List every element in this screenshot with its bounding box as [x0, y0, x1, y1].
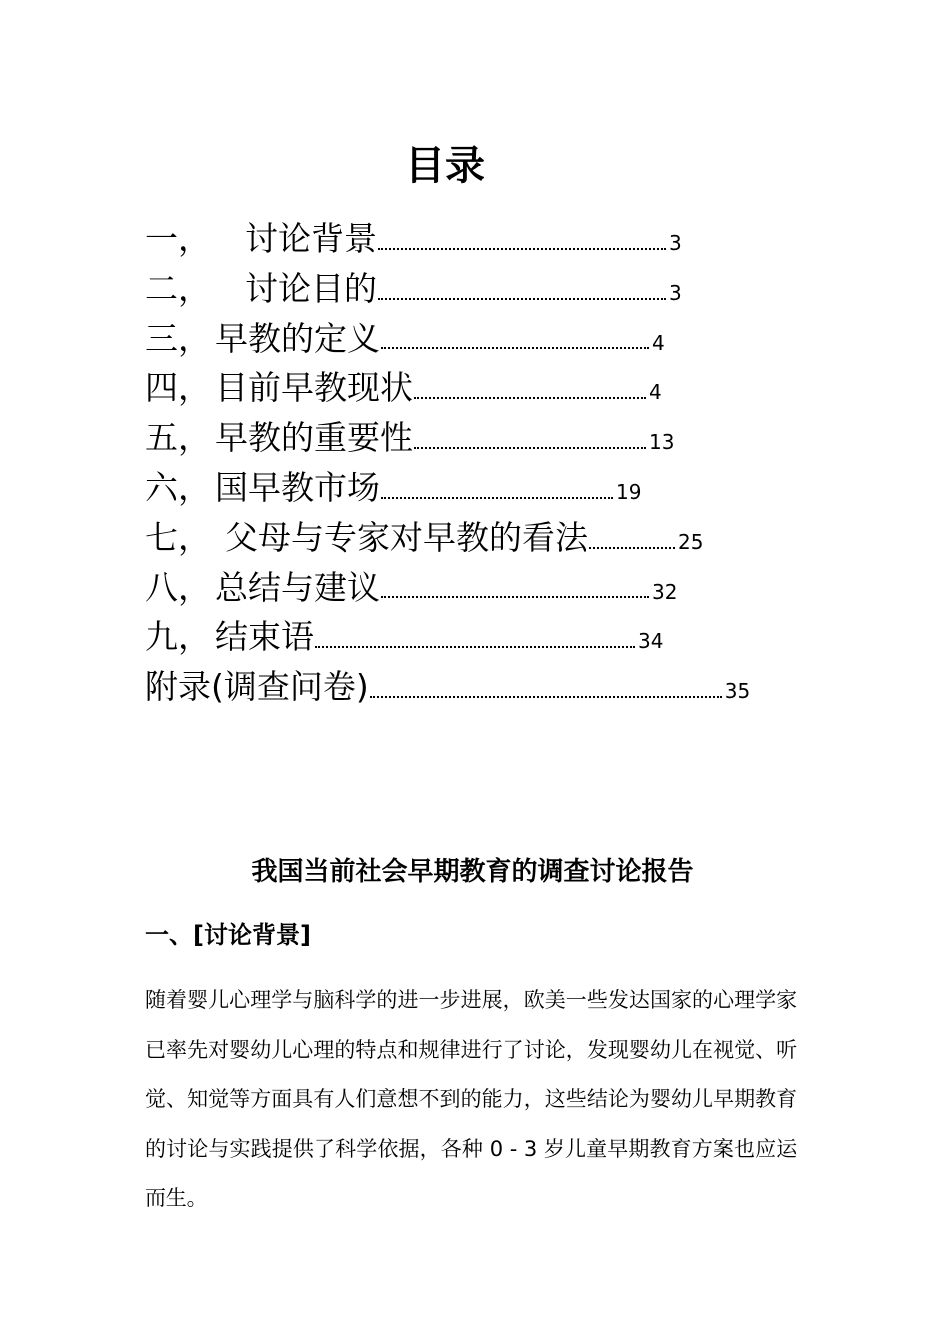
- toc-entry[interactable]: [145, 563, 825, 613]
- toc-entry-number: 三，: [145, 318, 211, 358]
- toc-entry-number: 一，: [145, 219, 211, 258]
- toc-entry-number: 二，: [145, 268, 211, 308]
- toc-entry-number: 六，: [145, 467, 211, 507]
- toc-entry-title: 附录(调查问卷): [145, 667, 369, 707]
- toc-entry-page: 13: [649, 430, 675, 455]
- toc-entry-title: 讨论背景: [245, 219, 377, 258]
- toc-entry-page: 3: [669, 280, 682, 305]
- toc-leader-dots: [589, 546, 675, 549]
- toc-title: 目录: [405, 143, 485, 189]
- section-heading: 一、[讨论背景]: [145, 921, 311, 949]
- toc-leader-dots: [414, 396, 646, 399]
- toc-leader-dots: [381, 346, 649, 349]
- toc-entry[interactable]: [145, 413, 825, 463]
- toc-entry-page: 25: [678, 529, 704, 554]
- toc-leader-dots: [381, 496, 613, 499]
- toc-entry[interactable]: [145, 662, 825, 712]
- toc-entry-title: 父母与专家对早教的看法: [225, 517, 588, 557]
- toc-entry-title: 总结与建议: [215, 567, 380, 607]
- toc-entry-page: 19: [616, 479, 642, 504]
- toc-entry-page: 34: [638, 629, 664, 654]
- toc-entry-number: 四，: [145, 368, 211, 408]
- toc-leader-dots: [378, 247, 666, 250]
- toc-entry-number: 八，: [145, 567, 211, 607]
- toc-leader-dots: [381, 595, 649, 598]
- toc-entry[interactable]: [145, 363, 825, 413]
- toc-leader-dots: [414, 446, 646, 449]
- toc-entry[interactable]: [145, 214, 825, 264]
- toc-entry-page: 4: [649, 380, 662, 405]
- body-paragraph: 随着婴儿心理学与脑科学的进一步进展，欧美一些发达国家的心理学家已率先对婴幼儿心理的特点和规律进行了讨论，发现婴幼儿在视觉、听觉、知觉等方面具有人们意想不到的能力，这些结论为婴幼儿早期教育的讨论与实践提供了科学依据，各种 0 - 3 岁儿童早期教育方案也应运而生。: [145, 988, 797, 1210]
- toc-entry-title: 国早教市场: [215, 467, 380, 507]
- toc-leader-dots: [378, 297, 666, 300]
- toc-entry-page: 4: [652, 330, 665, 355]
- report-title: 我国当前社会早期教育的调查讨论报告: [251, 857, 694, 887]
- toc-entry-title: 早教的定义: [215, 318, 380, 358]
- toc-entry[interactable]: [145, 264, 825, 314]
- toc-entry[interactable]: [145, 612, 825, 662]
- toc-entry-number: 五，: [145, 418, 211, 458]
- toc-entry-title: 讨论目的: [245, 268, 377, 308]
- toc-entry-title: 目前早教现状: [215, 368, 413, 408]
- toc-leader-dots: [315, 645, 635, 648]
- toc-leader-dots: [370, 695, 722, 698]
- toc-entry-page: 35: [724, 679, 751, 704]
- toc-entry-title: 结束语: [215, 617, 314, 657]
- table-of-contents: [145, 214, 825, 712]
- toc-entry[interactable]: [145, 463, 825, 513]
- toc-entry-page: 32: [652, 579, 678, 604]
- toc-entry-number: 七，: [145, 517, 211, 557]
- toc-entry[interactable]: [145, 314, 825, 364]
- toc-entry[interactable]: [145, 513, 825, 563]
- toc-entry-number: 九，: [145, 617, 211, 657]
- toc-entry-page: 3: [669, 231, 682, 255]
- toc-entry-title: 早教的重要性: [215, 418, 413, 458]
